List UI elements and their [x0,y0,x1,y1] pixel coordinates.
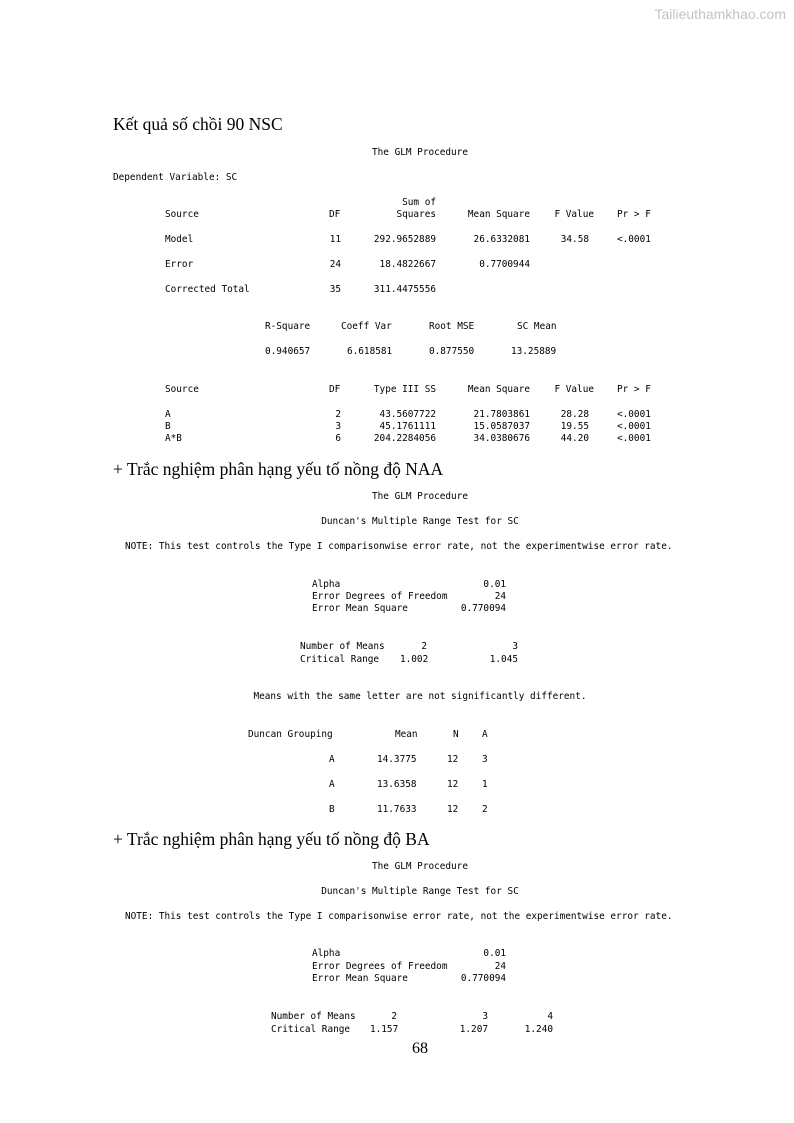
naa-grouping-header: A [482,729,488,740]
type3-header-f-value: F Value [554,384,594,395]
anova-header-mean-square: Mean Square [467,209,530,220]
fit-header-coeff-var: Coeff Var [341,321,392,332]
anova-header-f-value: F Value [554,209,594,220]
anova-header-df: DF [329,209,341,220]
ba-range-label: Critical Range [271,1024,351,1035]
naa-grouping-header: Duncan Grouping [248,729,333,740]
anova-source: Model [165,234,194,245]
type3-header-source: Source [165,384,199,395]
anova-f: 34.58 [560,234,589,245]
ba-num-means: 3 [482,1011,488,1022]
anova-header-source: Source [165,209,199,220]
naa-grouping-header: N [453,729,459,740]
anova-source: Corrected Total [165,284,250,295]
ba-param-value: 0.01 [483,948,506,959]
naa-range-label: Critical Range [300,654,380,665]
type3-df: 2 [335,409,341,420]
naa-param-value: 0.01 [483,579,506,590]
watermark: Tailieuthamkhao.com [654,6,786,22]
fit-root-mse: 0.877550 [429,346,475,357]
naa-range-label: Number of Means [300,641,385,652]
anova-ms: 26.6332081 [473,234,530,245]
type3-f: 28.28 [560,409,589,420]
type3-header-pr-f: Pr > F [617,384,651,395]
anova-header-pr-f: Pr > F [617,209,651,220]
type3-header-mean-square: Mean Square [467,384,530,395]
naa-group: B [329,804,335,815]
anova-source: Error [165,259,194,270]
naa-critical-value: 1.002 [400,654,429,665]
ba-param-value: 0.770094 [460,973,506,984]
glm-title: The GLM Procedure [372,147,468,158]
naa-group: A [329,754,335,765]
ba-range-label: Number of Means [271,1011,356,1022]
anova-ms: 0.7700944 [479,259,530,270]
naa-param-value: 24 [494,591,506,602]
naa-num-means: 3 [512,641,518,652]
naa-note: NOTE: This test controls the Type I comparisonwise error rate, not the experimentwise error rate. [125,541,673,552]
fit-header-r-square: R-Square [265,321,311,332]
naa-n: 12 [447,779,459,790]
type3-source: A*B [165,433,182,444]
ba-duncan-title: Duncan's Multiple Range Test for SC [321,886,519,897]
ba-num-means: 2 [391,1011,397,1022]
type3-f: 19.55 [560,421,589,432]
anova-df: 24 [329,259,341,270]
naa-n: 12 [447,754,459,765]
naa-param-label: Error Degrees of Freedom [312,591,448,602]
anova-ss: 311.4475556 [373,284,436,295]
type3-source: B [165,421,171,432]
section-title: Kết quả số chồi 90 NSC [113,114,283,134]
naa-level: 3 [482,754,488,765]
fit-sc-mean: 13.25889 [511,346,557,357]
ba-critical-value: 1.207 [459,1024,488,1035]
naa-level: 1 [482,779,488,790]
naa-param-value: 0.770094 [460,603,506,614]
naa-param-label: Alpha [312,579,341,590]
page-number: 68 [412,1040,428,1057]
anova-df: 11 [329,234,341,245]
type3-ss: 43.5607722 [379,409,436,420]
type3-f: 44.20 [560,433,589,444]
anova-ss: 18.4822667 [379,259,436,270]
ba-heading: + Trắc nghiệm phân hạng yếu tố nồng độ BA [113,829,430,849]
type3-p: <.0001 [617,421,651,432]
ba-critical-value: 1.240 [524,1024,553,1035]
type3-df: 3 [335,421,341,432]
naa-glm-title: The GLM Procedure [372,491,468,502]
type3-header-df: DF [329,384,341,395]
ba-note: NOTE: This test controls the Type I comparisonwise error rate, not the experimentwise error rate. [125,911,673,922]
anova-header-squares: Squares [396,209,436,220]
naa-heading: + Trắc nghiệm phân hạng yếu tố nồng độ NAA [113,459,444,479]
ba-glm-title: The GLM Procedure [372,861,468,872]
naa-level: 2 [482,804,488,815]
naa-mean: 14.3775 [377,754,417,765]
type3-ms: 15.0587037 [473,421,530,432]
anova-header-sum-of: Sum of [402,197,436,208]
naa-mean: 11.7633 [377,804,417,815]
ba-num-means: 4 [547,1011,553,1022]
type3-header-ss: Type III SS [373,384,436,395]
naa-mean: 13.6358 [377,779,417,790]
ba-param-label: Alpha [312,948,341,959]
fit-header-root-mse: Root MSE [429,321,475,332]
anova-ss: 292.9652889 [373,234,436,245]
naa-duncan-title: Duncan's Multiple Range Test for SC [321,516,519,527]
naa-means-note: Means with the same letter are not significantly different. [253,691,587,702]
naa-critical-value: 1.045 [489,654,518,665]
type3-df: 6 [335,433,341,444]
naa-param-label: Error Mean Square [312,603,408,614]
type3-ms: 34.0380676 [473,433,530,444]
type3-source: A [165,409,171,420]
type3-p: <.0001 [617,433,651,444]
dependent-variable: Dependent Variable: SC [113,172,238,183]
type3-p: <.0001 [617,409,651,420]
naa-group: A [329,779,335,790]
anova-df: 35 [329,284,341,295]
naa-n: 12 [447,804,459,815]
naa-grouping-header: Mean [395,729,418,740]
type3-ms: 21.7803861 [473,409,530,420]
ba-critical-value: 1.157 [370,1024,399,1035]
ba-param-value: 24 [494,961,506,972]
fit-header-sc-mean: SC Mean [517,321,557,332]
anova-p: <.0001 [617,234,651,245]
type3-ss: 204.2284056 [373,433,436,444]
ba-param-label: Error Degrees of Freedom [312,961,448,972]
type3-ss: 45.1761111 [379,421,436,432]
ba-param-label: Error Mean Square [312,973,408,984]
fit-coeff-var: 6.618581 [347,346,393,357]
naa-num-means: 2 [421,641,427,652]
fit-r-square: 0.940657 [265,346,311,357]
